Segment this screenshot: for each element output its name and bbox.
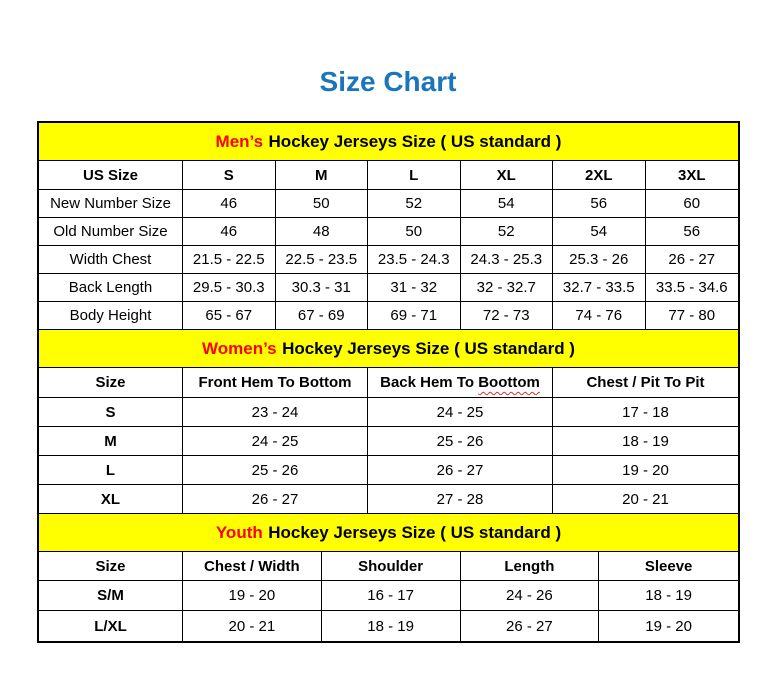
youth-band-highlight: Youth xyxy=(215,522,263,542)
data-cell: 24 - 26 xyxy=(461,581,600,610)
data-cell: 27 - 28 xyxy=(368,485,553,513)
data-cell: 23.5 - 24.3 xyxy=(368,246,461,273)
womens-header-row xyxy=(39,368,738,398)
data-cell: 22.5 - 23.5 xyxy=(276,246,369,273)
data-cell: 20 - 21 xyxy=(622,490,669,508)
data-cell: 56 xyxy=(553,190,646,217)
misspelled-word: Boottom xyxy=(478,374,540,391)
mens-header-cell: 3XL xyxy=(677,166,706,184)
data-cell: 52 xyxy=(368,190,461,217)
data-cell: 50 xyxy=(276,190,369,217)
row-label-cell: XL xyxy=(39,485,183,513)
data-cell: 18 - 19 xyxy=(622,432,669,450)
data-cell: 19 - 20 xyxy=(183,581,322,610)
womens-header-cell: Size xyxy=(39,368,183,397)
data-cell: 31 - 32 xyxy=(368,274,461,301)
size-chart-table xyxy=(37,121,740,643)
data-cell: 19 - 20 xyxy=(622,461,669,479)
data-cell: 26 - 27 xyxy=(461,611,600,641)
data-cell: 24.3 - 25.3 xyxy=(461,246,554,273)
youth-header-cell: Sleeve xyxy=(644,557,693,575)
womens-band-text: Hockey Jerseys Size ( US standard ) xyxy=(282,338,575,358)
womens-header-cell xyxy=(368,368,553,397)
data-cell: 18 - 19 xyxy=(322,611,461,641)
row-label-cell: New Number Size xyxy=(39,190,183,217)
row-label-cell: L/XL xyxy=(39,611,183,641)
mens-header-cell: S xyxy=(183,161,276,189)
table-row xyxy=(39,581,738,611)
data-cell: 54 xyxy=(461,190,554,217)
youth-header-row xyxy=(39,552,738,581)
data-cell: 60 xyxy=(683,195,701,212)
table-row xyxy=(39,302,738,330)
mens-header-cell: L xyxy=(368,161,461,189)
data-cell: 56 xyxy=(683,223,701,240)
youth-header-cell: Shoulder xyxy=(322,552,461,580)
table-row xyxy=(39,456,738,485)
data-cell: 25 - 26 xyxy=(368,427,553,455)
mens-header-cell: US Size xyxy=(39,161,183,189)
data-cell: 21.5 - 22.5 xyxy=(183,246,276,273)
data-cell: 26 - 27 xyxy=(183,485,368,513)
data-cell: 77 - 80 xyxy=(668,307,716,324)
mens-header-cell: 2XL xyxy=(553,161,646,189)
data-cell: 67 - 69 xyxy=(276,302,369,329)
youth-header-cell: Size xyxy=(39,552,183,580)
data-cell: 18 - 19 xyxy=(645,587,692,604)
data-cell: 24 - 25 xyxy=(183,427,368,455)
data-cell: 32.7 - 33.5 xyxy=(553,274,646,301)
womens-header-text: Back Hem To xyxy=(380,374,475,391)
data-cell: 30.3 - 31 xyxy=(276,274,369,301)
data-cell: 46 xyxy=(183,190,276,217)
mens-section-band xyxy=(39,123,738,161)
table-row xyxy=(39,398,738,427)
data-cell: 25.3 - 26 xyxy=(553,246,646,273)
mens-header-cell: M xyxy=(276,161,369,189)
data-cell: 48 xyxy=(276,218,369,245)
table-row xyxy=(39,246,738,274)
data-cell: 69 - 71 xyxy=(368,302,461,329)
table-row xyxy=(39,274,738,302)
data-cell: 46 xyxy=(183,218,276,245)
youth-header-cell: Chest / Width xyxy=(183,552,322,580)
data-cell: 23 - 24 xyxy=(183,398,368,426)
table-row xyxy=(39,485,738,514)
mens-header-cell: XL xyxy=(461,161,554,189)
data-cell: 54 xyxy=(553,218,646,245)
data-cell: 33.5 - 34.6 xyxy=(655,279,728,296)
data-cell: 52 xyxy=(461,218,554,245)
row-label-cell: Old Number Size xyxy=(39,218,183,245)
youth-section-band xyxy=(39,514,738,552)
data-cell: 24 - 25 xyxy=(368,398,553,426)
row-label-cell: L xyxy=(39,456,183,484)
row-label-cell: S xyxy=(39,398,183,426)
data-cell: 29.5 - 30.3 xyxy=(183,274,276,301)
data-cell: 32 - 32.7 xyxy=(461,274,554,301)
womens-section-band xyxy=(39,330,738,368)
data-cell: 72 - 73 xyxy=(461,302,554,329)
data-cell: 16 - 17 xyxy=(322,581,461,610)
page-title: Size Chart xyxy=(319,66,457,97)
youth-header-cell: Length xyxy=(461,552,600,580)
data-cell: 65 - 67 xyxy=(183,302,276,329)
data-cell: 19 - 20 xyxy=(645,617,692,635)
mens-band-text: Hockey Jerseys Size ( US standard ) xyxy=(268,131,562,151)
womens-band-highlight: Women’s xyxy=(202,338,277,358)
row-label-cell: Body Height xyxy=(39,302,183,329)
data-cell: 25 - 26 xyxy=(183,456,368,484)
table-row xyxy=(39,190,738,218)
row-label-cell: M xyxy=(39,427,183,455)
table-row xyxy=(39,218,738,246)
mens-header-row xyxy=(39,161,738,190)
data-cell: 50 xyxy=(368,218,461,245)
data-cell: 20 - 21 xyxy=(183,611,322,641)
youth-band-text: Hockey Jerseys Size ( US standard ) xyxy=(268,522,562,542)
table-row xyxy=(39,611,738,641)
row-label-cell: Back Length xyxy=(39,274,183,301)
womens-header-cell: Front Hem To Bottom xyxy=(183,368,368,397)
womens-header-cell: Chest / Pit To Pit xyxy=(586,374,705,391)
row-label-cell: Width Chest xyxy=(39,246,183,273)
mens-band-highlight: Men’s xyxy=(215,131,264,151)
table-row xyxy=(39,427,738,456)
data-cell: 74 - 76 xyxy=(553,302,646,329)
data-cell: 17 - 18 xyxy=(622,403,669,421)
data-cell: 26 - 27 xyxy=(668,251,716,268)
data-cell: 26 - 27 xyxy=(368,456,553,484)
row-label-cell: S/M xyxy=(39,581,183,610)
